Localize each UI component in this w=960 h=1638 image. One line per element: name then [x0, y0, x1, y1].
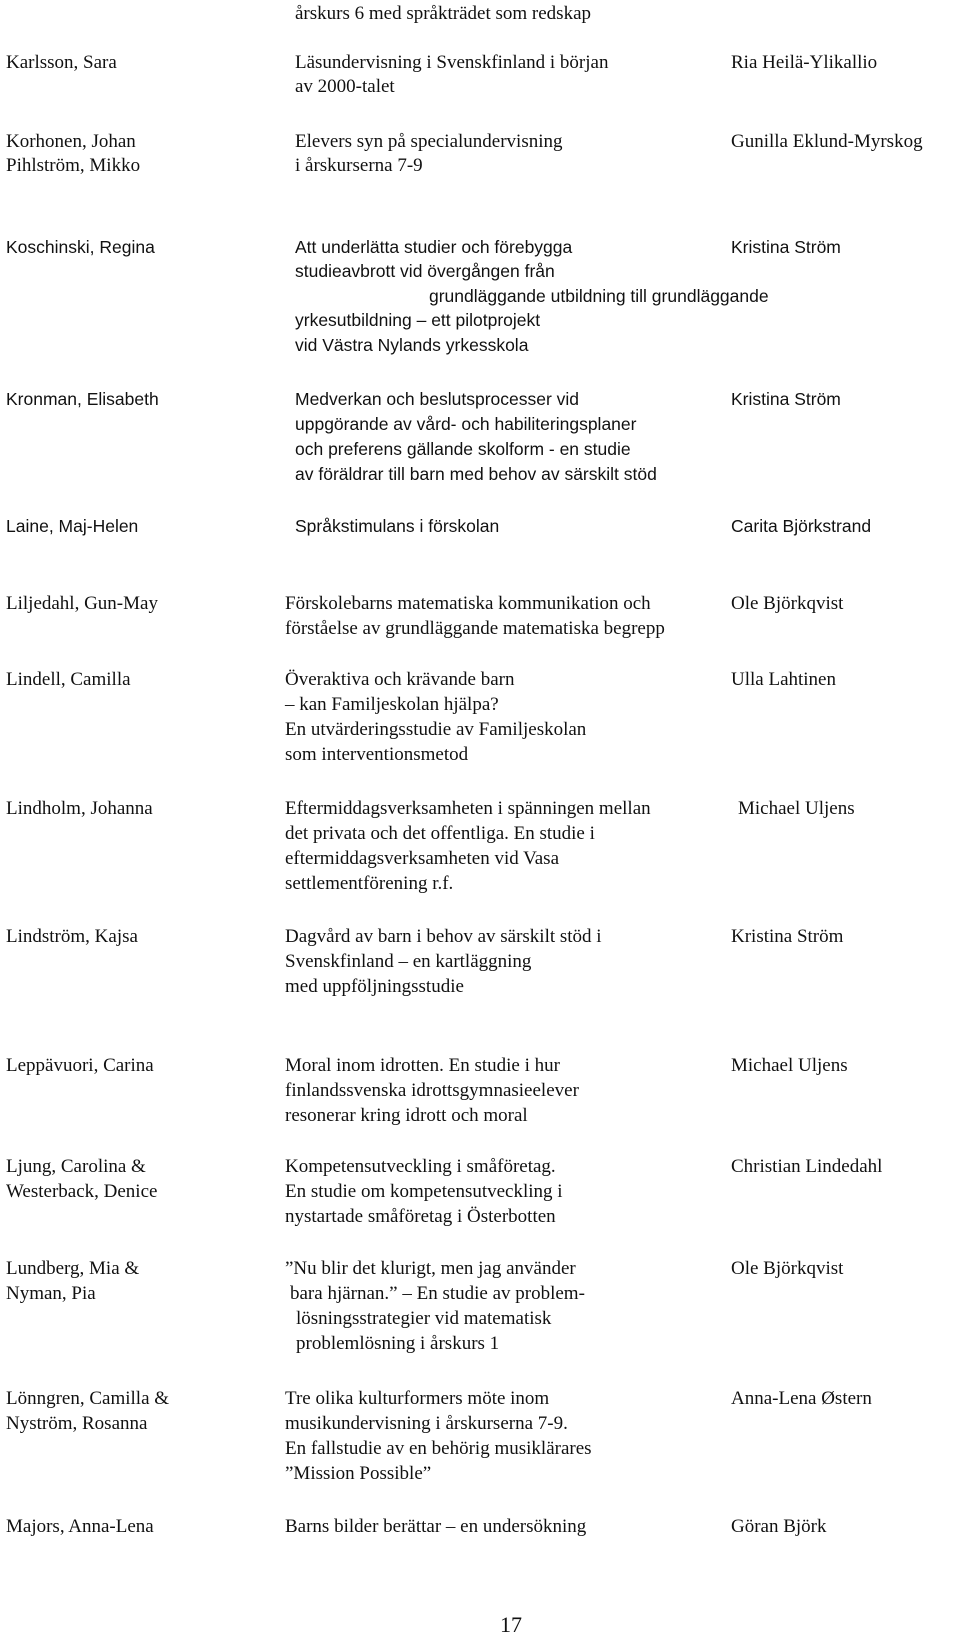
entry-author: Laine, Maj-Helen [6, 516, 139, 536]
entry-author: Leppävuori, Carina [6, 1055, 154, 1076]
entry-title-line: studieavbrott vid övergången från [295, 261, 555, 281]
page-number: 17 [500, 1612, 522, 1637]
entry-supervisor: Michael Uljens [731, 1055, 848, 1076]
entry-title-line: musikundervisning i årskurserna 7-9. [285, 1413, 568, 1434]
entry-title-line: ”Nu blir det klurigt, men jag använder [285, 1258, 576, 1279]
entry-author: Lönngren, Camilla & [6, 1388, 170, 1409]
entry-title-line: det privata och det offentliga. En studie i [285, 823, 595, 844]
entry-title-line: av föräldrar till barn med behov av särskilt stöd [295, 464, 657, 484]
entry-title-line: eftermiddagsverksamheten vid Vasa [285, 848, 560, 869]
entry-title-line: och preferens gällande skolform - en studie [295, 439, 631, 459]
entry-title-line: lösningsstrategier vid matematisk [296, 1308, 552, 1329]
entry-title-line: Kompetensutveckling i småföretag. [285, 1156, 556, 1177]
entry-title-line: Att underlätta studier och förebygga [295, 237, 573, 257]
entry-title-line: Dagvård av barn i behov av särskilt stöd i [285, 926, 602, 947]
entry-title-line: i årskurserna 7-9 [295, 155, 423, 176]
entry-supervisor: Gunilla Eklund-Myrskog [731, 131, 923, 152]
entry-author: Liljedahl, Gun-May [6, 593, 158, 614]
entry-author: Karlsson, Sara [6, 52, 117, 73]
entry-title-line: förståelse av grundläggande matematiska begrepp [285, 618, 665, 639]
entry-title-line: ”Mission Possible” [285, 1463, 432, 1484]
entry-author: Ljung, Carolina & [6, 1156, 146, 1177]
entry-author: Lindström, Kajsa [6, 926, 138, 947]
entry-title-line: Medverkan och beslutsprocesser vid [295, 389, 580, 409]
entry-author: Nyman, Pia [6, 1283, 96, 1304]
entry-title-line: som interventionsmetod [285, 744, 469, 765]
entry-title-line: Eftermiddagsverksamheten i spänningen mellan [285, 798, 651, 819]
entry-title-line: Överaktiva och krävande barn [285, 669, 515, 690]
entry-author: Majors, Anna-Lena [6, 1516, 154, 1537]
entry-author: Koschinski, Regina [6, 237, 155, 257]
entry-author: Lindholm, Johanna [6, 798, 153, 819]
entry-title-line: Läsundervisning i Svenskfinland i början [295, 52, 609, 73]
entry-title-line: grundläggande utbildning till grundläggande [429, 286, 769, 306]
entry-author: Westerback, Denice [6, 1181, 158, 1202]
entry-title-line: Elevers syn på specialundervisning [295, 131, 563, 152]
continued-title-line: årskurs 6 med språkträdet som redskap [295, 3, 592, 24]
entry-author: Nyström, Rosanna [6, 1413, 148, 1434]
entry-title-line: nystartade småföretag i Österbotten [285, 1206, 556, 1227]
entry-author: Pihlström, Mikko [6, 155, 141, 176]
entry-title-line: En utvärderingsstudie av Familjeskolan [285, 719, 587, 740]
entry-supervisor: Ole Björkqvist [731, 1258, 844, 1279]
entry-supervisor: Anna-Lena Østern [731, 1388, 872, 1409]
entry-title-line: Tre olika kulturformers möte inom [285, 1388, 550, 1409]
entry-supervisor: Kristina Ström [731, 237, 841, 257]
entry-title-line: bara hjärnan.” – En studie av problem- [290, 1283, 585, 1304]
entry-title-line: Barns bilder berättar – en undersökning [285, 1516, 587, 1537]
entry-supervisor: Ulla Lahtinen [731, 669, 836, 690]
entry-title-line: Moral inom idrotten. En studie i hur [285, 1055, 560, 1076]
entry-title-line: Svenskfinland – en kartläggning [285, 951, 532, 972]
entry-title-line: uppgörande av vård- och habiliteringsplaner [295, 414, 637, 434]
entry-title-line: – kan Familjeskolan hjälpa? [285, 694, 499, 715]
entry-title-line: vid Västra Nylands yrkesskola [295, 335, 529, 355]
entry-title-line: En studie om kompetensutveckling i [285, 1181, 563, 1202]
entry-supervisor: Christian Lindedahl [731, 1156, 883, 1177]
entry-title-line: finlandssvenska idrottsgymnasieelever [285, 1080, 579, 1101]
entry-author: Lindell, Camilla [6, 669, 131, 690]
entry-title-line: av 2000-talet [295, 76, 395, 97]
entry-supervisor: Ria Heilä-Ylikallio [731, 52, 878, 73]
entry-supervisor: Ole Björkqvist [731, 593, 844, 614]
entry-title-line: Språkstimulans i förskolan [295, 516, 500, 536]
entry-title-line: problemlösning i årskurs 1 [296, 1333, 500, 1354]
entry-supervisor: Carita Björkstrand [731, 516, 872, 536]
entry-author: Kronman, Elisabeth [6, 389, 159, 409]
entry-title-line: En fallstudie av en behörig musiklärares [285, 1438, 592, 1459]
entry-supervisor: Kristina Ström [731, 926, 844, 947]
entry-author: Lundberg, Mia & [6, 1258, 140, 1279]
entry-title-line: med uppföljningsstudie [285, 976, 464, 997]
entry-title-line: Förskolebarns matematiska kommunikation och [285, 593, 651, 614]
entry-author: Korhonen, Johan [6, 131, 136, 152]
entry-supervisor: Michael Uljens [738, 798, 855, 819]
entry-supervisor: Kristina Ström [731, 389, 841, 409]
entry-title-line: yrkesutbildning – ett pilotprojekt [295, 310, 541, 330]
entry-supervisor: Göran Björk [731, 1516, 827, 1537]
entry-title-line: settlementförening r.f. [285, 873, 454, 894]
entry-title-line: resonerar kring idrott och moral [285, 1105, 528, 1126]
